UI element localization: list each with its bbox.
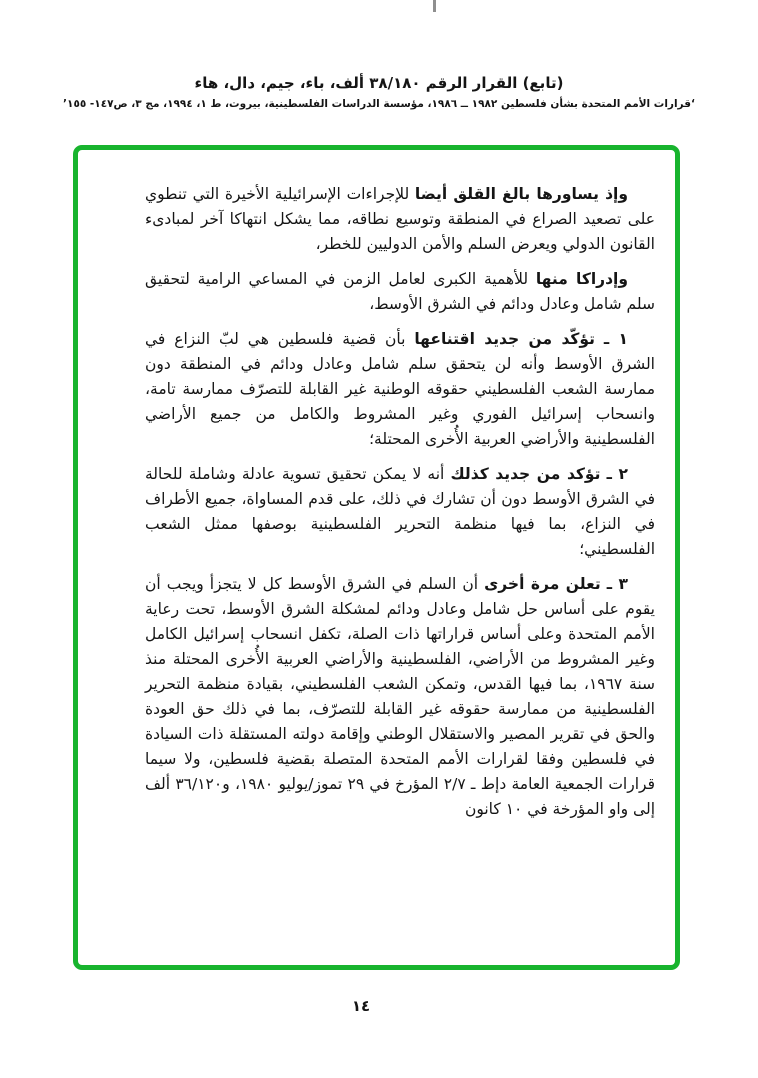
source-citation: ‘قرارات الأمم المتحدة بشأن فلسطين ١٩٨٢ ــ ١٩٨٦، مؤسسة الدراسات الفلسطينية، بيروت، ط ١، ١٩٩٤، مج ٣، ص١٤٧- ١٥٥’ [63, 98, 695, 110]
preamble-paragraph [145, 267, 655, 317]
item-number: ٣ ـ [606, 575, 628, 593]
operative-paragraph-2 [145, 462, 655, 562]
crop-mark [433, 0, 436, 12]
item-number: ١ ـ [603, 330, 628, 348]
document-header [0, 74, 758, 110]
paragraph-lead: تؤكّد من جديد اقتناعها [414, 330, 595, 348]
paragraph-text: أن السلم في الشرق الأوسط كل لا يتجزأ ويجب أن يقوم على أساس حل شامل وعادل ودائم لمشكلة الشرق الأوسط، تحت رعاية الأمم المتحدة وعلى أساس قراراتها ذات الصلة، تكفل انسحاب إسرائيل الكامل وغير المشروط من الأراضي، الفلسطينية والأراضي العربية الأُخرى المحتلة منذ سنة ١٩٦٧، بما فيها القدس، وتمكن الشعب الفلسطيني، بقيادة منظمة التحرير الفلسطينية من ممارسة حقوقه غير القابلة للتصرّف، بما في ذلك حق العودة والحق في تقرير المصير والاستقلال الوطني وإقامة دولته المستقلة ذات السيادة في فلسطين وفقا لقرارات الأمم المتحدة المتصلة بقضية فلسطين، ولا سيما قرارات الجمعية العامة دإط ـ ٢/٧ المؤرخ في ٢٩ تموز/يوليو ١٩٨٠، و٣٦/١٢٠ ألف إلى واو المؤرخة في ١٠ كانون [145, 575, 655, 818]
paragraph-lead: وإدراكا منها [535, 270, 628, 288]
preamble-paragraph [145, 182, 655, 257]
paragraph-text: للإجراءات الإسرائيلية الأخيرة التي تنطوي على تصعيد الصراع في المنطقة وتوسيع نطاقه، مما يشكل انتهاكا آخر لمبادىء القانون الدولي ويعرض السلم والأمن الدوليين للخطر، [145, 185, 655, 253]
operative-paragraph-3 [145, 572, 655, 822]
resolution-title: (تابع) القرار الرقم ٣٨/١٨٠ ألف، باء، جيم، دال، هاء [194, 74, 564, 92]
paragraph-lead: تعلن مرة أخرى [484, 575, 601, 593]
paragraph-lead: وإذ يساورها بالغ القلق أيضا [414, 185, 629, 203]
paragraph-text: بأن قضية فلسطين هي لبّ النزاع في الشرق الأوسط وأنه لن يتحقق سلم شامل وعادل ودائم في المنطقة دون ممارسة الشعب الفلسطيني حقوقه الوطنية غير القابلة للتصرّف ممارسة تامة، وانسحاب إسرائيل الفوري وغير المشروط والكامل من جميع الأراضي الفلسطينية والأراضي العربية الأُخرى المحتلة؛ [145, 330, 655, 448]
resolution-text [145, 182, 655, 832]
paragraph-text: أنه لا يمكن تحقيق تسوية عادلة وشاملة للحالة في الشرق الأوسط دون أن تشارك في ذلك، على قدم المساواة، جميع الأطراف في النزاع، بما فيها منظمة التحرير الفلسطينية بوصفها ممثل الشعب الفلسطيني؛ [145, 465, 655, 558]
item-number: ٢ ـ [606, 465, 628, 483]
operative-paragraph-1 [145, 327, 655, 452]
paragraph-text: للأهمية الكبرى لعامل الزمن في المساعي الرامية لتحقيق سلم شامل وعادل ودائم في الشرق الأوسط، [145, 270, 655, 313]
paragraph-lead: تؤكد من جديد كذلك [450, 465, 601, 483]
page-number: ١٤ [351, 997, 371, 1015]
